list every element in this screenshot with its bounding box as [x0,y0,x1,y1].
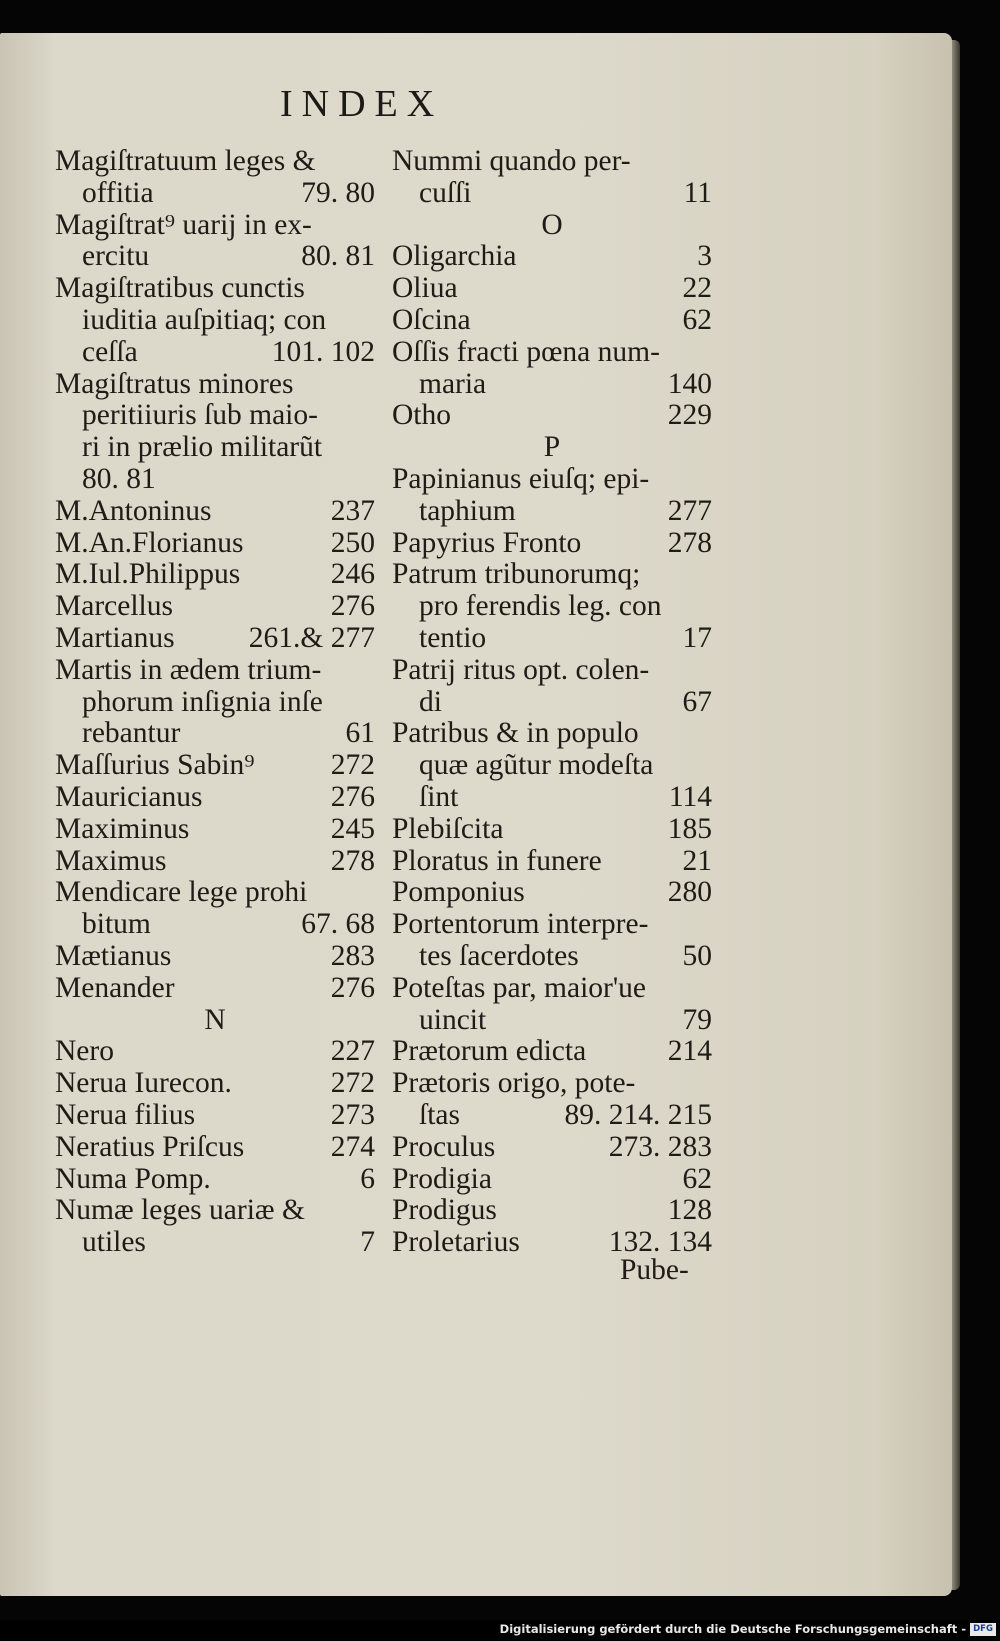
entry-text: 80. 81 [82,462,156,495]
page-reference: 276 [330,590,375,623]
entry-text: bitum [82,908,151,941]
index-entry [392,846,712,878]
index-entry [55,877,375,909]
index-entry [55,210,375,242]
entry-text: Poteſtas par, maior'ue [392,971,646,1004]
entry-text: M.Iul.Philippus [55,558,241,591]
entry-text: ſtas [419,1098,460,1131]
entry-text: uincit [419,1003,487,1036]
index-entry [392,1164,712,1196]
entry-text: Magiſtratus minores [55,367,294,400]
index-entry [392,718,712,750]
entry-text: rebantur [82,717,181,750]
index-entry [392,623,712,655]
entry-text: O [541,208,563,241]
entry-text: Prodigia [392,1162,492,1195]
page-reference: 246 [330,558,375,591]
section-letter [392,210,712,242]
entry-text: N [204,1003,226,1036]
index-entry [392,655,712,687]
entry-text: offitia [82,176,154,209]
entry-text: Oligarchia [392,240,517,273]
section-letter [55,1005,375,1037]
entry-text: Ploratus in funere [392,844,602,877]
page-reference: 227 [330,1035,375,1068]
index-entry [55,178,375,210]
page-reference: 11 [683,176,712,209]
page-reference: 6 [360,1162,375,1195]
page-reference: 283 [330,939,375,972]
index-entry [392,178,712,210]
index-entry [392,1195,712,1227]
entry-text: pro ferendis leg. con [419,590,662,623]
entry-text: ceſſa [82,335,138,368]
page-reference: 67. 68 [301,908,375,941]
page-reference: 276 [330,971,375,1004]
entry-text: Magiſtratibus cunctis [55,272,305,305]
index-entry [55,623,375,655]
entry-text: Prætoris origo, pote- [392,1067,636,1100]
index-entry [392,146,712,178]
index-entry [55,909,375,941]
entry-text: ri in prælio militarũt [82,431,323,464]
entry-text: Martianus [55,621,175,654]
index-entry [55,591,375,623]
entry-text: quæ agũtur modeſta [419,749,654,782]
page-reference: 62 [682,1162,712,1195]
entry-text: Maximinus [55,812,190,845]
page-reference: 80. 81 [301,240,375,273]
index-entry [392,877,712,909]
index-entry [55,273,375,305]
page-header: INDEX [280,83,444,125]
page-reference: 132. 134 [608,1226,712,1259]
entry-text: Prodigus [392,1194,497,1227]
index-entry [55,1227,375,1259]
page-reference: 79. 80 [301,176,375,209]
entry-text: Oſcina [392,303,471,336]
index-entry [55,464,375,496]
entry-text: M.An.Florianus [55,526,244,559]
index-entry [55,305,375,337]
entry-text: Otho [392,399,451,432]
index-entry [392,973,712,1005]
entry-text: Numa Pomp. [55,1162,211,1195]
entry-text: Marcellus [55,590,173,623]
entry-text: Mauricianus [55,780,203,813]
page-reference: 7 [360,1226,375,1259]
index-entry [55,528,375,560]
page-reference: 229 [667,399,712,432]
index-entry [55,941,375,973]
page-reference: 278 [330,844,375,877]
page-reference: 278 [667,526,712,559]
entry-text: ſint [419,780,459,813]
page-reference: 89. 214. 215 [564,1098,712,1131]
index-entry [392,273,712,305]
index-entry [55,241,375,273]
index-entry [55,369,375,401]
index-entry [392,337,712,369]
page-reference: 101. 102 [271,335,375,368]
page-reference: 140 [667,367,712,400]
index-entry [392,241,712,273]
entry-text: Nerua filius [55,1098,196,1131]
entry-text: Portentorum interpre- [392,908,649,941]
index-entry [55,1132,375,1164]
index-entry [392,1068,712,1100]
index-entry [55,496,375,528]
index-entry [392,909,712,941]
entry-text: Pomponius [392,876,525,909]
index-entry [55,1068,375,1100]
page-reference: 62 [682,303,712,336]
page-reference: 273 [330,1098,375,1131]
catchword: Pube- [620,1254,689,1286]
index-entry [392,1005,712,1037]
index-entry [55,337,375,369]
page-reference: 261.& 277 [248,621,375,654]
page-reference: 277 [667,494,712,527]
entry-text: Patrum tribunorumq; [392,558,641,591]
entry-text: Patrij ritus opt. colen- [392,653,650,686]
index-entry [55,559,375,591]
entry-text: Proculus [392,1130,496,1163]
page-reference: 50 [682,939,712,972]
page-reference: 79 [682,1003,712,1036]
entry-text: Magiſtrat⁹ uarij in ex- [55,208,312,241]
index-column-left [55,146,375,1259]
index-entry [392,782,712,814]
index-entry [55,846,375,878]
page-reference: 245 [330,812,375,845]
entry-text: Maximus [55,844,167,877]
index-entry [392,814,712,846]
index-entry [392,941,712,973]
entry-text: Martis in ædem trium- [55,653,322,686]
page-reference: 185 [667,812,712,845]
page-reference: 3 [697,240,712,273]
entry-text: Papinianus eiuſq; epi- [392,462,650,495]
index-entry [392,591,712,623]
page-reference: 272 [330,749,375,782]
index-entry [392,496,712,528]
index-entry [55,1036,375,1068]
entry-text: Prætorum edicta [392,1035,587,1068]
entry-text: tentio [419,621,487,654]
entry-text: P [543,431,561,464]
entry-text: Nummi quando per- [392,145,631,177]
dfg-logo-icon: DFG [970,1623,996,1636]
page-reference: 273. 283 [608,1130,712,1163]
footer-credit: Digitalisierung gefördert durch die Deutsche Forschungsgemeinschaft - [499,1622,966,1636]
page-reference: 280 [667,876,712,909]
entry-text: Nerua Iurecon. [55,1067,232,1100]
page-reference: 22 [682,272,712,305]
index-entry [392,305,712,337]
index-entry [55,1164,375,1196]
index-entry [392,400,712,432]
index-entry [392,528,712,560]
index-entry [392,750,712,782]
index-entry [55,687,375,719]
entry-text: Oliua [392,272,458,305]
entry-text: ercitu [82,240,150,273]
index-entry [392,687,712,719]
entry-text: Proletarius [392,1226,520,1259]
page-reference: 61 [345,717,375,750]
entry-text: Mendicare lege prohi [55,876,308,909]
entry-text: Magiſtratuum leges & [55,145,316,177]
page-reference: 214 [667,1035,712,1068]
page-reference: 274 [330,1130,375,1163]
page-reference: 276 [330,780,375,813]
entry-text: iuditia auſpitiaq; con [82,303,327,336]
index-entry [392,369,712,401]
entry-text: Mætianus [55,939,172,972]
index-entry [392,1100,712,1132]
entry-text: peritiiuris ſub maio- [82,399,318,432]
page-reference: 114 [668,780,712,813]
entry-text: Patribus & in populo [392,717,639,750]
page-reference: 17 [682,621,712,654]
index-entry [55,973,375,1005]
index-entry [55,146,375,178]
index-entry [55,750,375,782]
index-entry [55,655,375,687]
page-edge [952,40,960,1590]
entry-text: Plebiſcita [392,812,504,845]
entry-text: Papyrius Fronto [392,526,582,559]
index-entry [392,1036,712,1068]
entry-text: Neratius Priſcus [55,1130,245,1163]
page-reference: 272 [330,1067,375,1100]
entry-text: taphium [419,494,516,527]
page-reference: 250 [330,526,375,559]
index-entry [55,1195,375,1227]
index-entry [55,782,375,814]
index-entry [392,559,712,591]
entry-text: cuſſi [419,176,472,209]
index-entry [55,1100,375,1132]
entry-text: Menander [55,971,175,1004]
index-entry [55,814,375,846]
entry-text: phorum inſignia inſe [82,685,323,718]
section-letter [392,432,712,464]
page-reference: 128 [667,1194,712,1227]
entry-text: Numæ leges uariæ & [55,1194,305,1227]
entry-text: tes ſacerdotes [419,939,579,972]
index-entry [392,1132,712,1164]
index-column-right [392,146,712,1259]
entry-text: maria [419,367,487,400]
entry-text: Oſſis fracti pœna num- [392,335,660,368]
entry-text: M.Antoninus [55,494,212,527]
index-entry [392,464,712,496]
page-reference: 21 [682,844,712,877]
page-reference: 237 [330,494,375,527]
entry-text: Maſſurius Sabin⁹ [55,749,255,782]
entry-text: utiles [82,1226,146,1259]
index-entry [55,400,375,432]
index-entry [55,718,375,750]
page-reference: 67 [682,685,712,718]
entry-text: Nero [55,1035,114,1068]
entry-text: di [419,685,442,718]
index-entry [55,432,375,464]
